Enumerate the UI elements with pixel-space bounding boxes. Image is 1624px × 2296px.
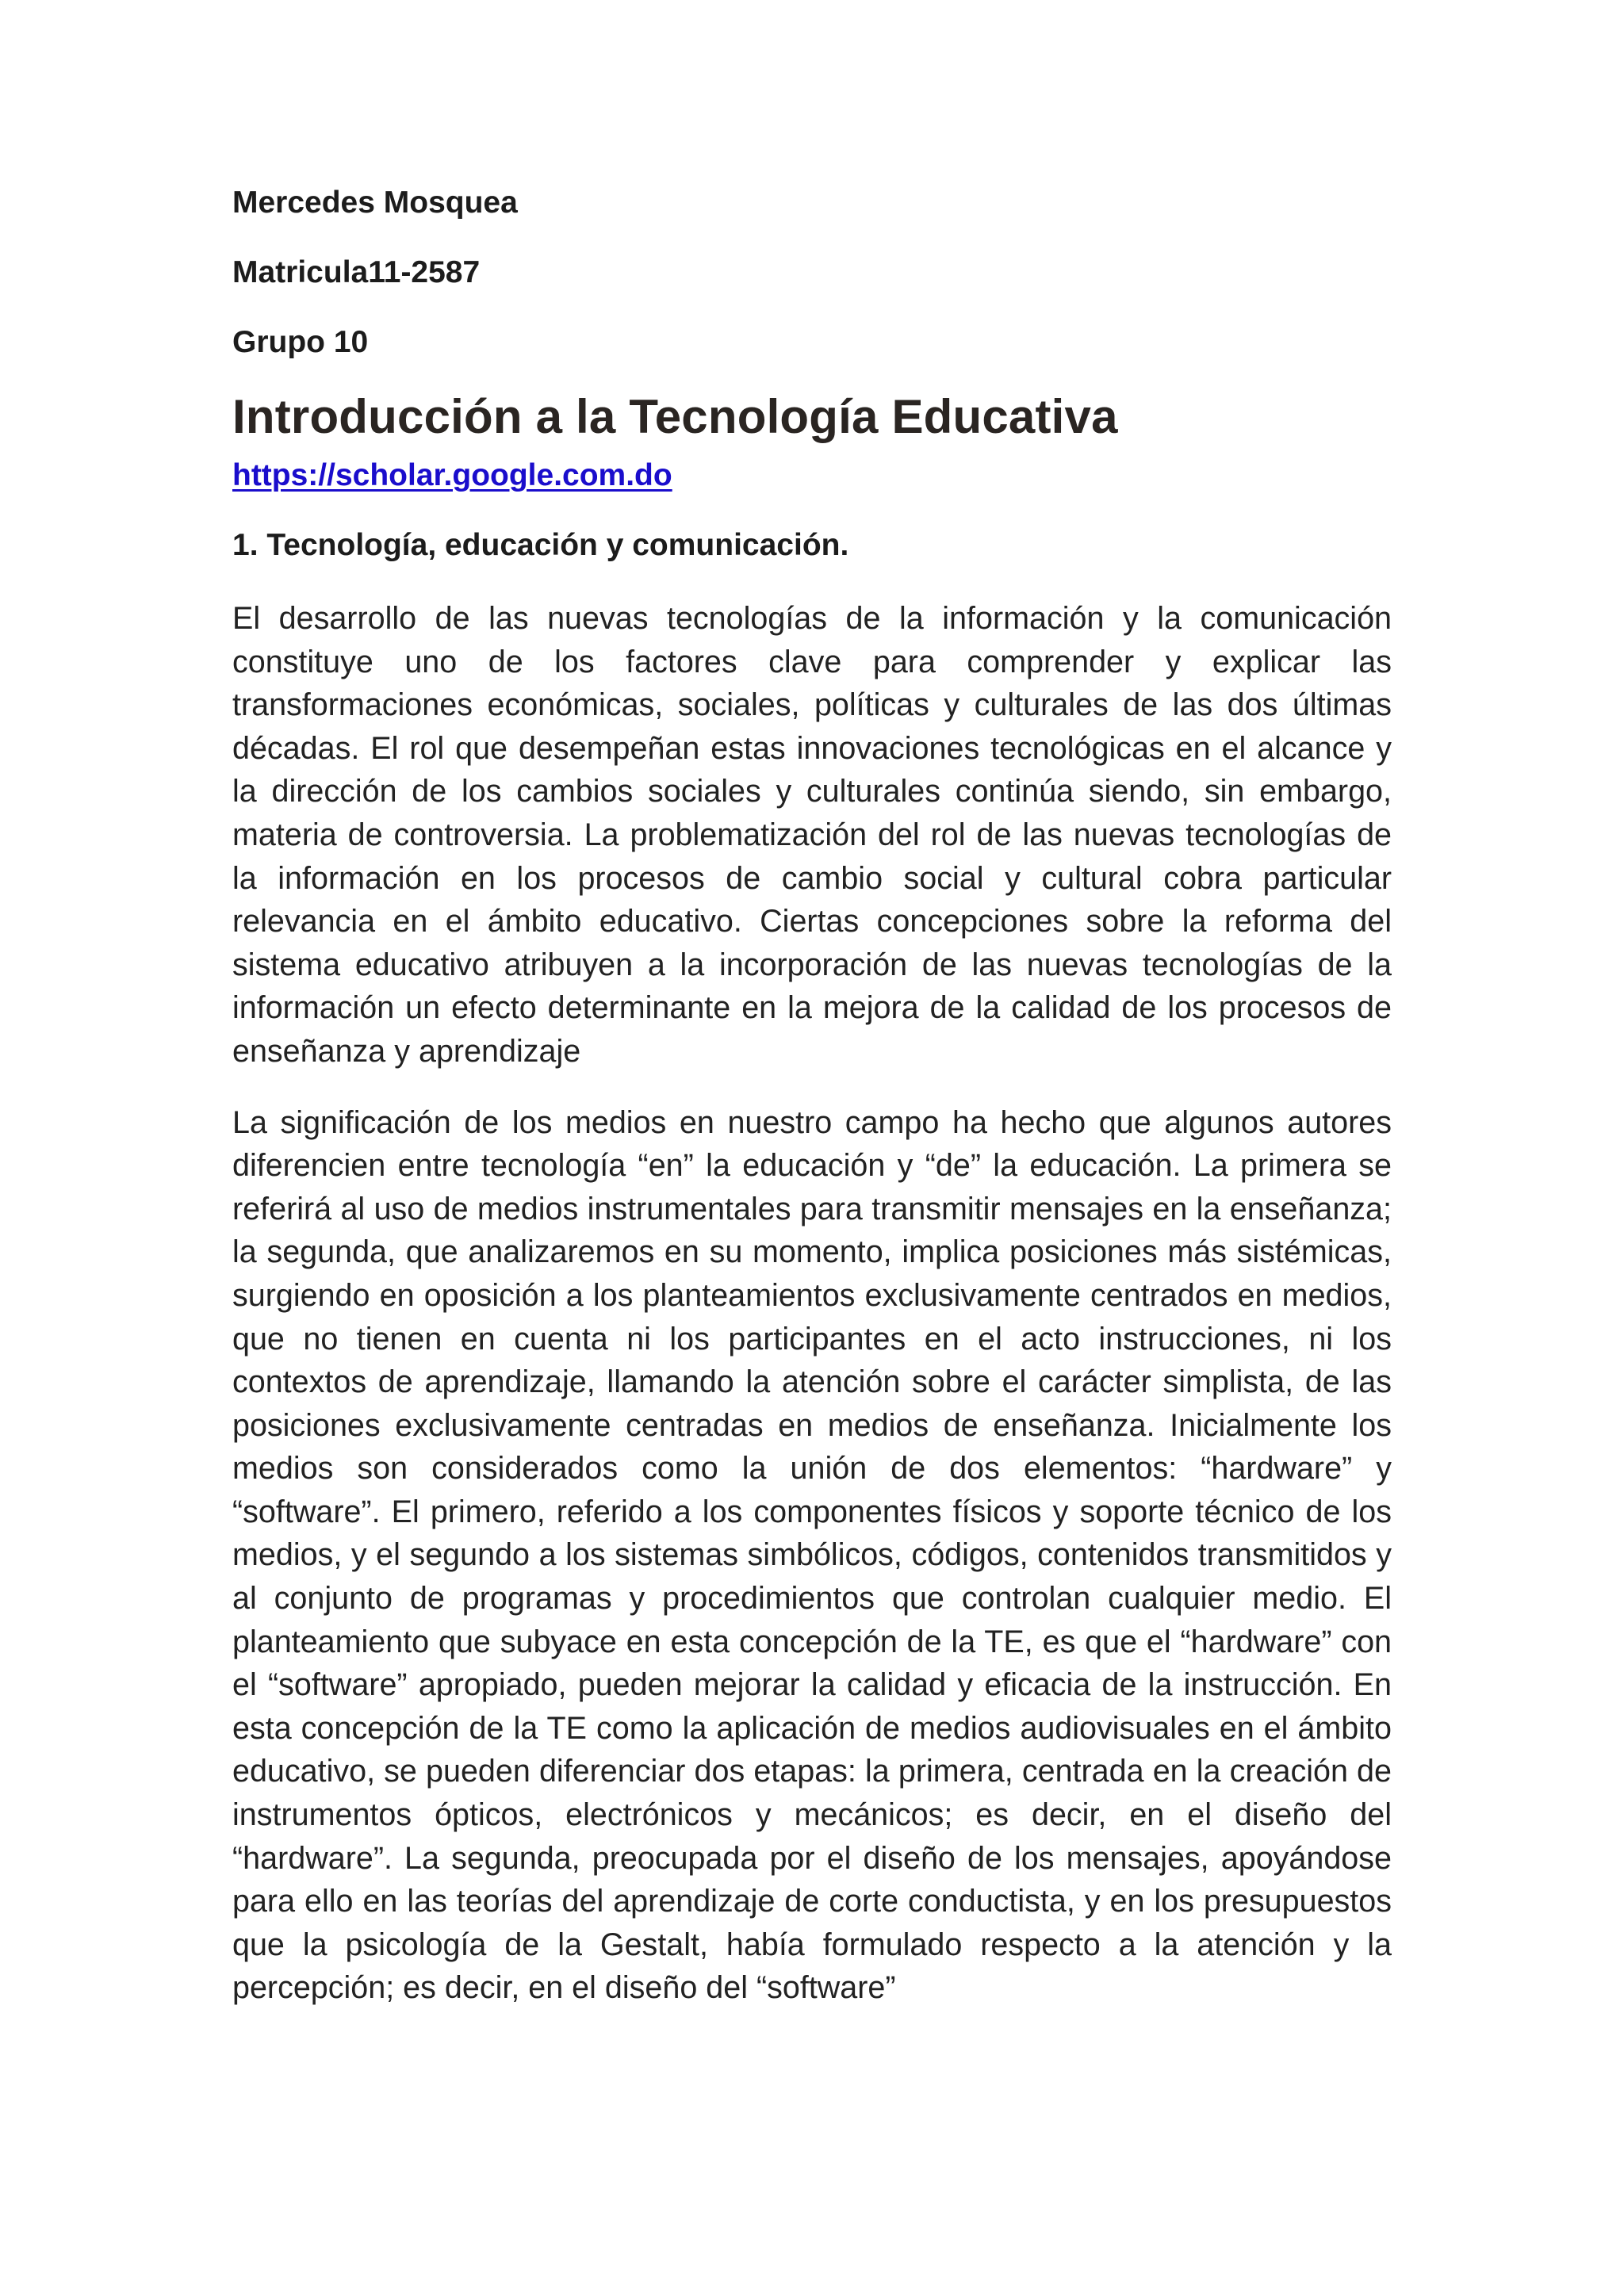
scholar-link[interactable]: https://scholar.google.com.do [232,458,672,492]
group-label: Grupo 10 [232,325,369,359]
author-name: Mercedes Mosquea [232,186,518,220]
body-paragraph-2: La significación de los medios en nuestro campo ha hecho que algunos autores diferencien entre tecnología “en” la educación y “de” la educación. La primera se referirá al uso de medios instrumentales para transmitir mensajes en la enseñanza; la segunda, que analizaremos en su momento, implica posiciones más sistémicas, surgiendo en oposición a los planteamientos exclusivamente centrados en medios, que no tienen en cuenta ni los participantes en el acto instrucciones, ni los contextos de aprendizaje, llamando la atención sobre el carácter simplista, de las posiciones exclusivamente centradas en medios de enseñanza. Inicialmente los medios son considerados como la unión de dos elementos: “hardware” y “software”. El primero, referido a los componentes físicos y soporte técnico de los medios, y el segundo a los sistemas simbólicos, códigos, contenidos transmitidos y al conjunto de programas y procedimientos que controlan cualquier medio. El planteamiento que subyace en esta concepción de la TE, es que el “hardware” con el “software” apropiado, pueden mejorar la calidad y eficacia de la instrucción. En esta concepción de la TE como la aplicación de medios audiovisuales en el ámbito educativo, se pueden diferenciar dos etapas: la primera, centrada en la creación de instrumentos ópticos, electrónicos y mecánicos; es decir, en el diseño del “hardware”. La segunda, preocupada por el diseño de los mensajes, apoyándose para ello en las teorías del aprendizaje de corte conductista, y en los presupuestos que la psicología de la Gestalt, había formulado respecto a la atención y la percepción; es decir, en el diseño del “software” [232,1104,1392,2006]
document-page [232,184,1392,2010]
section-heading: 1. Tecnología, educación y comunicación. [232,528,849,562]
student-id: Matricula11-2587 [232,255,481,289]
document-title: Introducción a la Tecnología Educativa [232,390,1118,443]
body-paragraph-1: El desarrollo de las nuevas tecnologías de la información y la comunicación constituye uno de los factores clave para comprender y explicar las transformaciones económicas, sociales, políticas y culturales de las dos últimas décadas. El rol que desempeñan estas innovaciones tecnológicas en el alcance y la dirección de los cambios sociales y culturales continúa siendo, sin embargo, materia de controversia. La problematización del rol de las nuevas tecnologías de la información en los procesos de cambio social y cultural cobra particular relevancia en el ámbito educativo. Ciertas concepciones sobre la reforma del sistema educativo atribuyen a la incorporación de las nuevas tecnologías de la información un efecto determinante en la mejora de la calidad de los procesos de enseñanza y aprendizaje [232,601,1392,1069]
